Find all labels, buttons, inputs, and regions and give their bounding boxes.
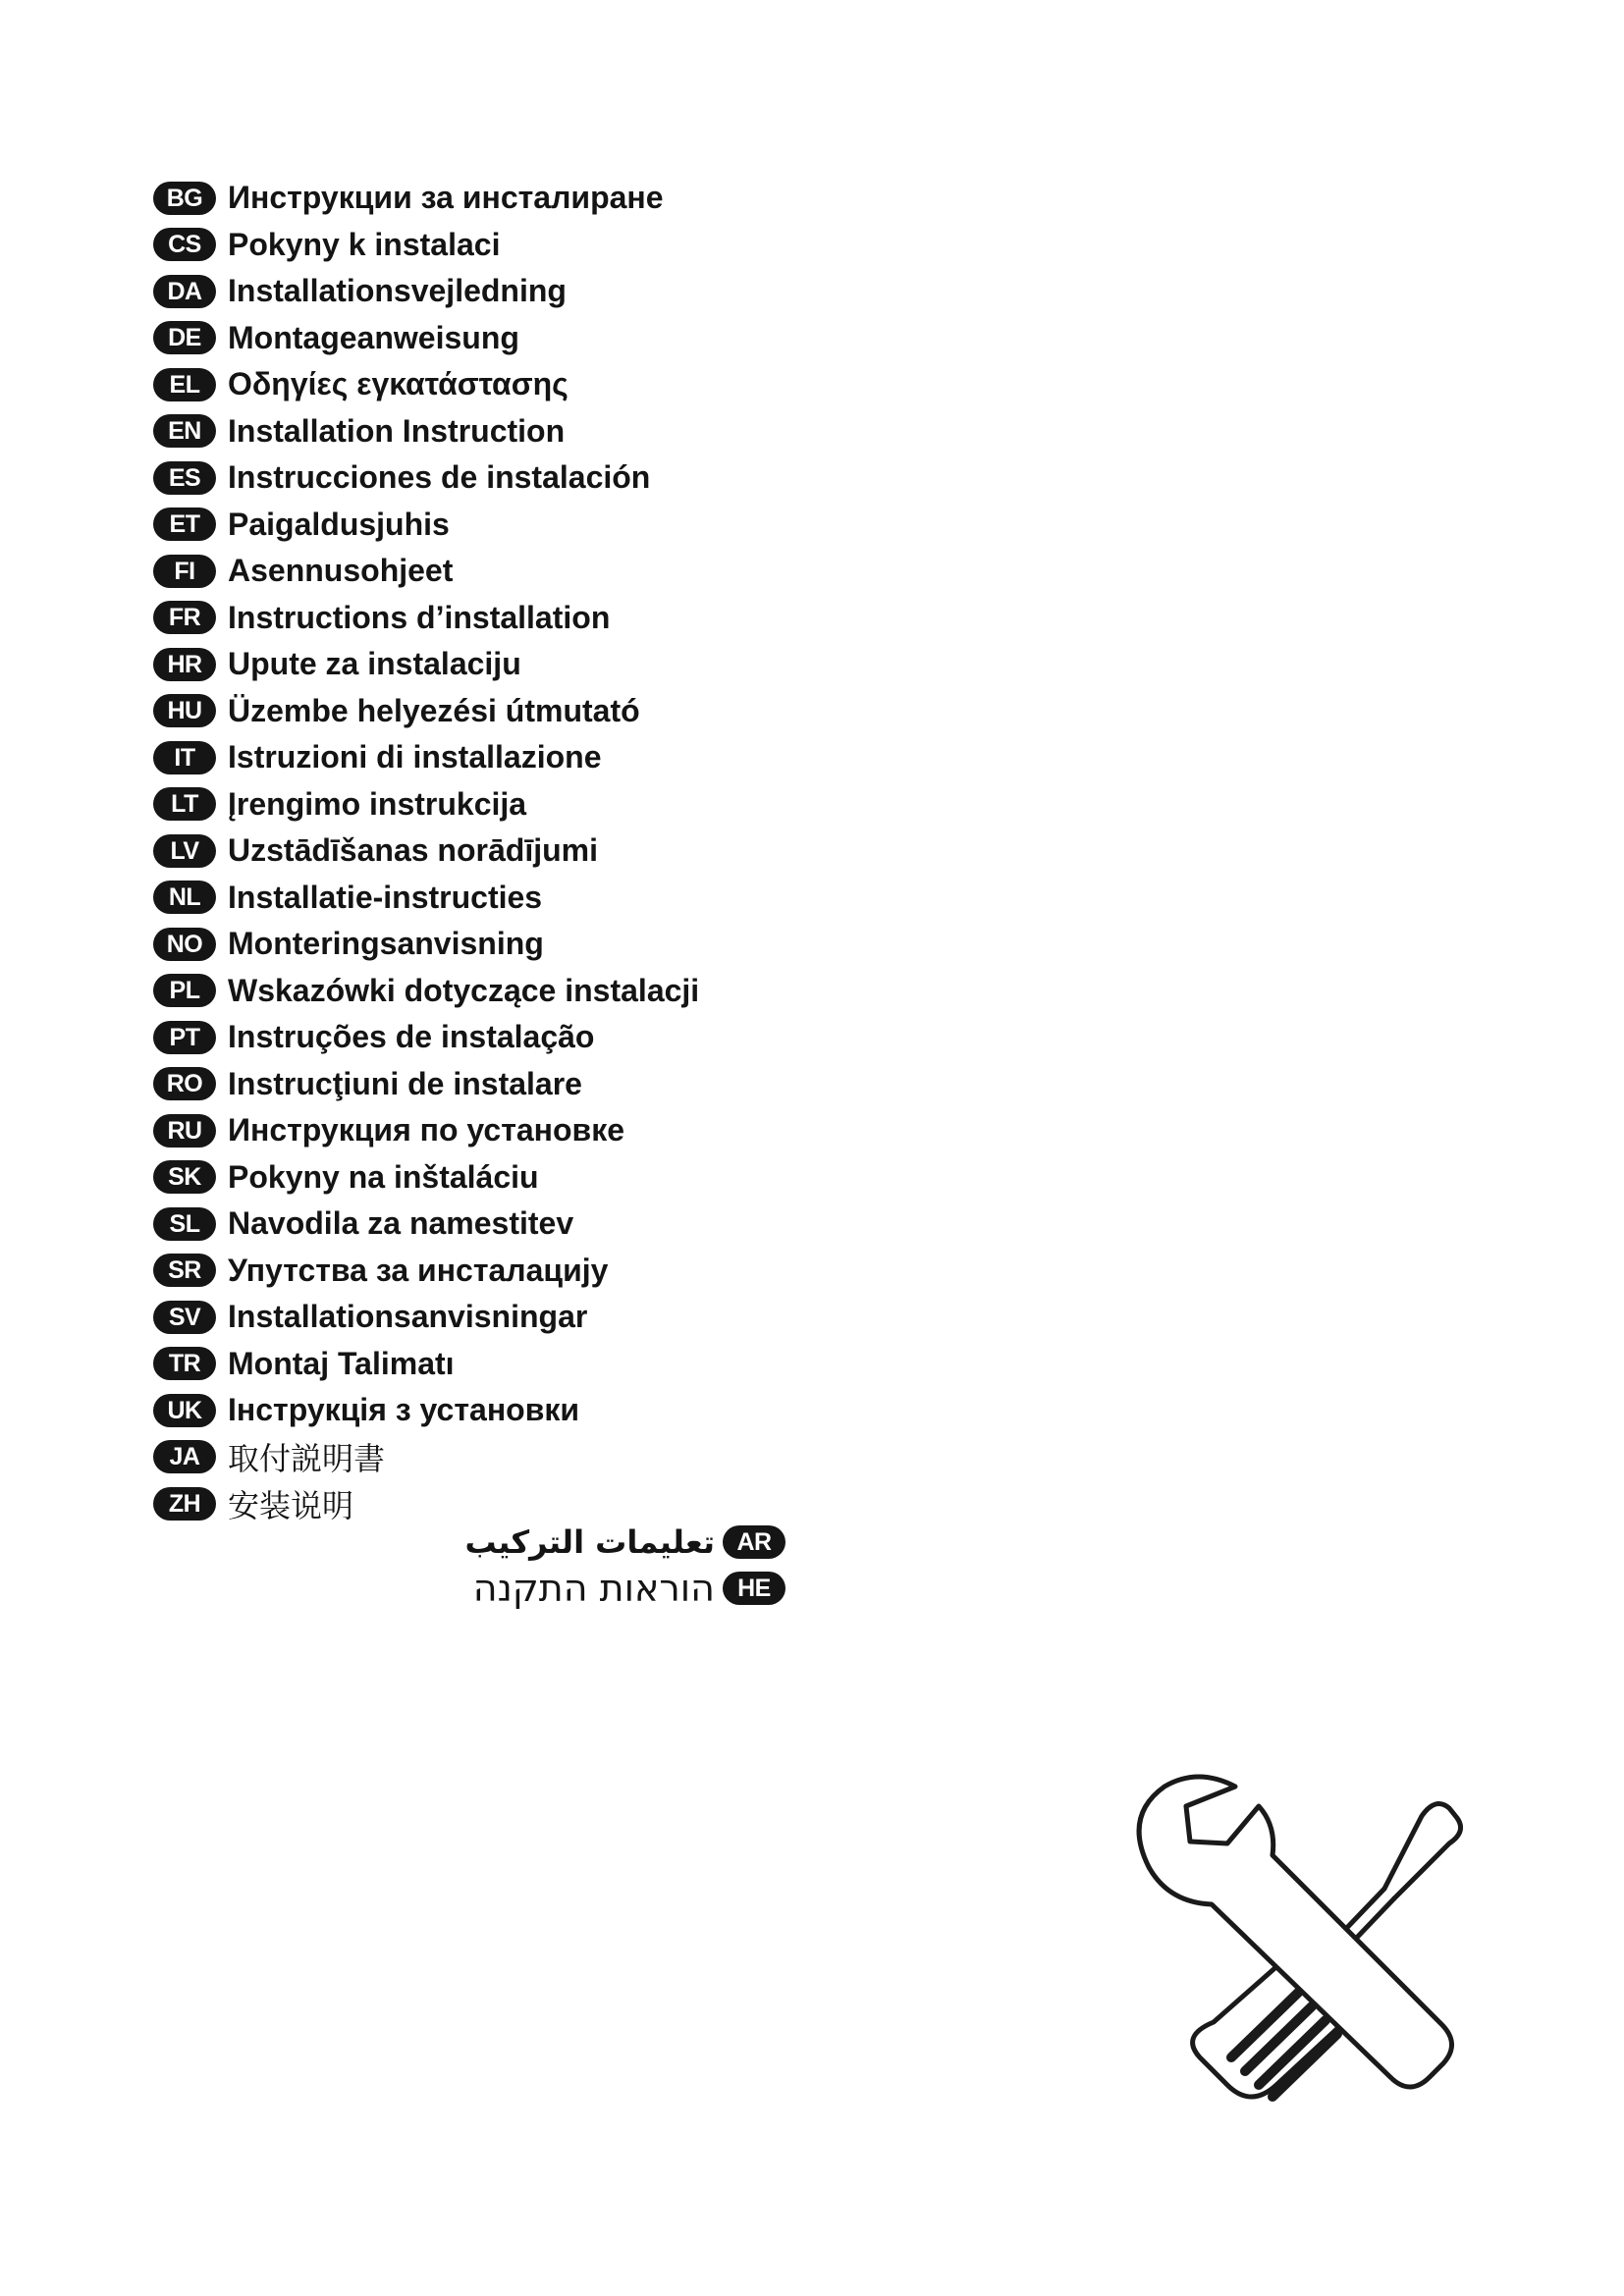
- language-entry-it: [153, 734, 1037, 781]
- language-entry-fi: [153, 548, 1037, 595]
- language-code-badge: DE: [153, 321, 216, 354]
- language-title: Installatie-instructies: [228, 879, 543, 915]
- language-title: Įrengimo instrukcija: [228, 785, 527, 822]
- language-code-badge: EL: [153, 368, 216, 401]
- wrench-and-screwdriver-icon: [1129, 1757, 1483, 2140]
- language-code-badge: RU: [153, 1114, 216, 1148]
- language-title: Інструкція з установки: [228, 1392, 580, 1428]
- language-title: Navodila za namestitev: [228, 1205, 574, 1242]
- language-code-badge: CS: [153, 228, 216, 261]
- language-entry-et: [153, 502, 1037, 549]
- language-entry-hr: [153, 641, 1037, 688]
- language-code-badge: SL: [153, 1207, 216, 1241]
- language-title: Инструкция по установке: [228, 1112, 625, 1148]
- language-title: Installationsanvisningar: [228, 1299, 588, 1335]
- language-code-badge: ET: [153, 507, 216, 541]
- language-entry-lt: [153, 781, 1037, 828]
- language-title: Üzembe helyezési útmutató: [228, 692, 640, 728]
- language-code-badge: ES: [153, 461, 216, 495]
- language-code-badge: BG: [153, 182, 216, 215]
- language-code-badge: ZH: [153, 1487, 216, 1521]
- language-entry-he: [373, 1566, 785, 1613]
- language-title: Instrucţiuni de instalare: [228, 1065, 582, 1101]
- language-title: Paigaldusjuhis: [228, 506, 450, 542]
- language-title: Упутства за инсталацију: [228, 1252, 609, 1288]
- language-title: Montageanweisung: [228, 319, 519, 355]
- language-code-badge: SK: [153, 1160, 216, 1194]
- language-title: Istruzioni di installazione: [228, 739, 602, 775]
- language-title: Installation Instruction: [228, 412, 566, 449]
- language-entry-ro: [153, 1061, 1037, 1108]
- language-entry-ru: [153, 1107, 1037, 1154]
- language-code-badge: DA: [153, 275, 216, 308]
- language-entry-de: [153, 315, 1037, 362]
- language-title: Asennusohjeet: [228, 553, 454, 589]
- language-code-badge: NO: [153, 928, 216, 961]
- language-code-badge: FI: [153, 555, 216, 588]
- language-title: Οδηγίες εγκατάστασης: [228, 366, 568, 402]
- language-entry-sl: [153, 1201, 1037, 1248]
- language-entry-lv: [153, 828, 1037, 875]
- language-title: Monteringsanvisning: [228, 926, 544, 962]
- language-entry-hu: [153, 688, 1037, 735]
- language-title: Wskazówki dotyczące instalacji: [228, 972, 700, 1008]
- installation-language-list: [153, 175, 1037, 1527]
- language-code-badge: PT: [153, 1021, 216, 1054]
- language-entry-uk: [153, 1387, 1037, 1434]
- wrench: [1139, 1777, 1451, 2087]
- language-code-badge: SV: [153, 1301, 216, 1334]
- language-code-badge: HE: [723, 1572, 785, 1605]
- language-title: Instrucciones de instalación: [228, 459, 651, 496]
- language-title: Pokyny k instalaci: [228, 226, 501, 262]
- language-entry-da: [153, 268, 1037, 315]
- language-code-badge: NL: [153, 881, 216, 914]
- language-code-badge: SR: [153, 1254, 216, 1287]
- language-code-badge: TR: [153, 1347, 216, 1380]
- language-entry-es: [153, 454, 1037, 502]
- language-title: Montaj Talimatı: [228, 1345, 455, 1381]
- language-title: Instruções de instalação: [228, 1019, 595, 1055]
- language-title: Installationsvejledning: [228, 273, 567, 309]
- language-code-badge: JA: [153, 1440, 216, 1473]
- language-code-badge: LT: [153, 787, 216, 821]
- language-entry-cs: [153, 222, 1037, 269]
- language-entry-ar: [373, 1519, 785, 1566]
- language-code-badge: UK: [153, 1394, 216, 1427]
- language-title: 安装说明: [228, 1486, 354, 1524]
- language-code-badge: HR: [153, 648, 216, 681]
- language-title: 取付説明書: [228, 1440, 386, 1478]
- language-entry-pl: [153, 968, 1037, 1015]
- language-entry-fr: [153, 595, 1037, 642]
- language-title: Upute za instalaciju: [228, 646, 521, 682]
- language-entry-sk: [153, 1154, 1037, 1201]
- language-entry-ja: [153, 1434, 1037, 1481]
- language-code-badge: HU: [153, 694, 216, 727]
- language-entry-bg: [153, 175, 1037, 222]
- language-code-badge: RO: [153, 1067, 216, 1100]
- language-title: تعليمات التركيب: [464, 1522, 715, 1561]
- language-code-badge: EN: [153, 414, 216, 448]
- language-title: Инструкции за инсталиране: [228, 180, 664, 216]
- language-title: הוראות התקנה: [472, 1567, 715, 1611]
- language-title: Uzstādīšanas norādījumi: [228, 832, 598, 869]
- language-entry-no: [153, 921, 1037, 968]
- language-entry-pt: [153, 1014, 1037, 1061]
- language-code-badge: AR: [723, 1525, 785, 1559]
- language-entry-nl: [153, 875, 1037, 922]
- language-code-badge: FR: [153, 601, 216, 634]
- language-entry-sv: [153, 1294, 1037, 1341]
- language-entry-sr: [153, 1248, 1037, 1295]
- language-entry-en: [153, 408, 1037, 455]
- language-title: Pokyny na inštaláciu: [228, 1158, 539, 1195]
- rtl-language-list: [373, 1519, 785, 1612]
- language-code-badge: LV: [153, 834, 216, 868]
- language-code-badge: PL: [153, 974, 216, 1007]
- language-title: Instructions d’installation: [228, 599, 611, 635]
- language-entry-el: [153, 361, 1037, 408]
- language-entry-tr: [153, 1341, 1037, 1388]
- language-code-badge: IT: [153, 741, 216, 774]
